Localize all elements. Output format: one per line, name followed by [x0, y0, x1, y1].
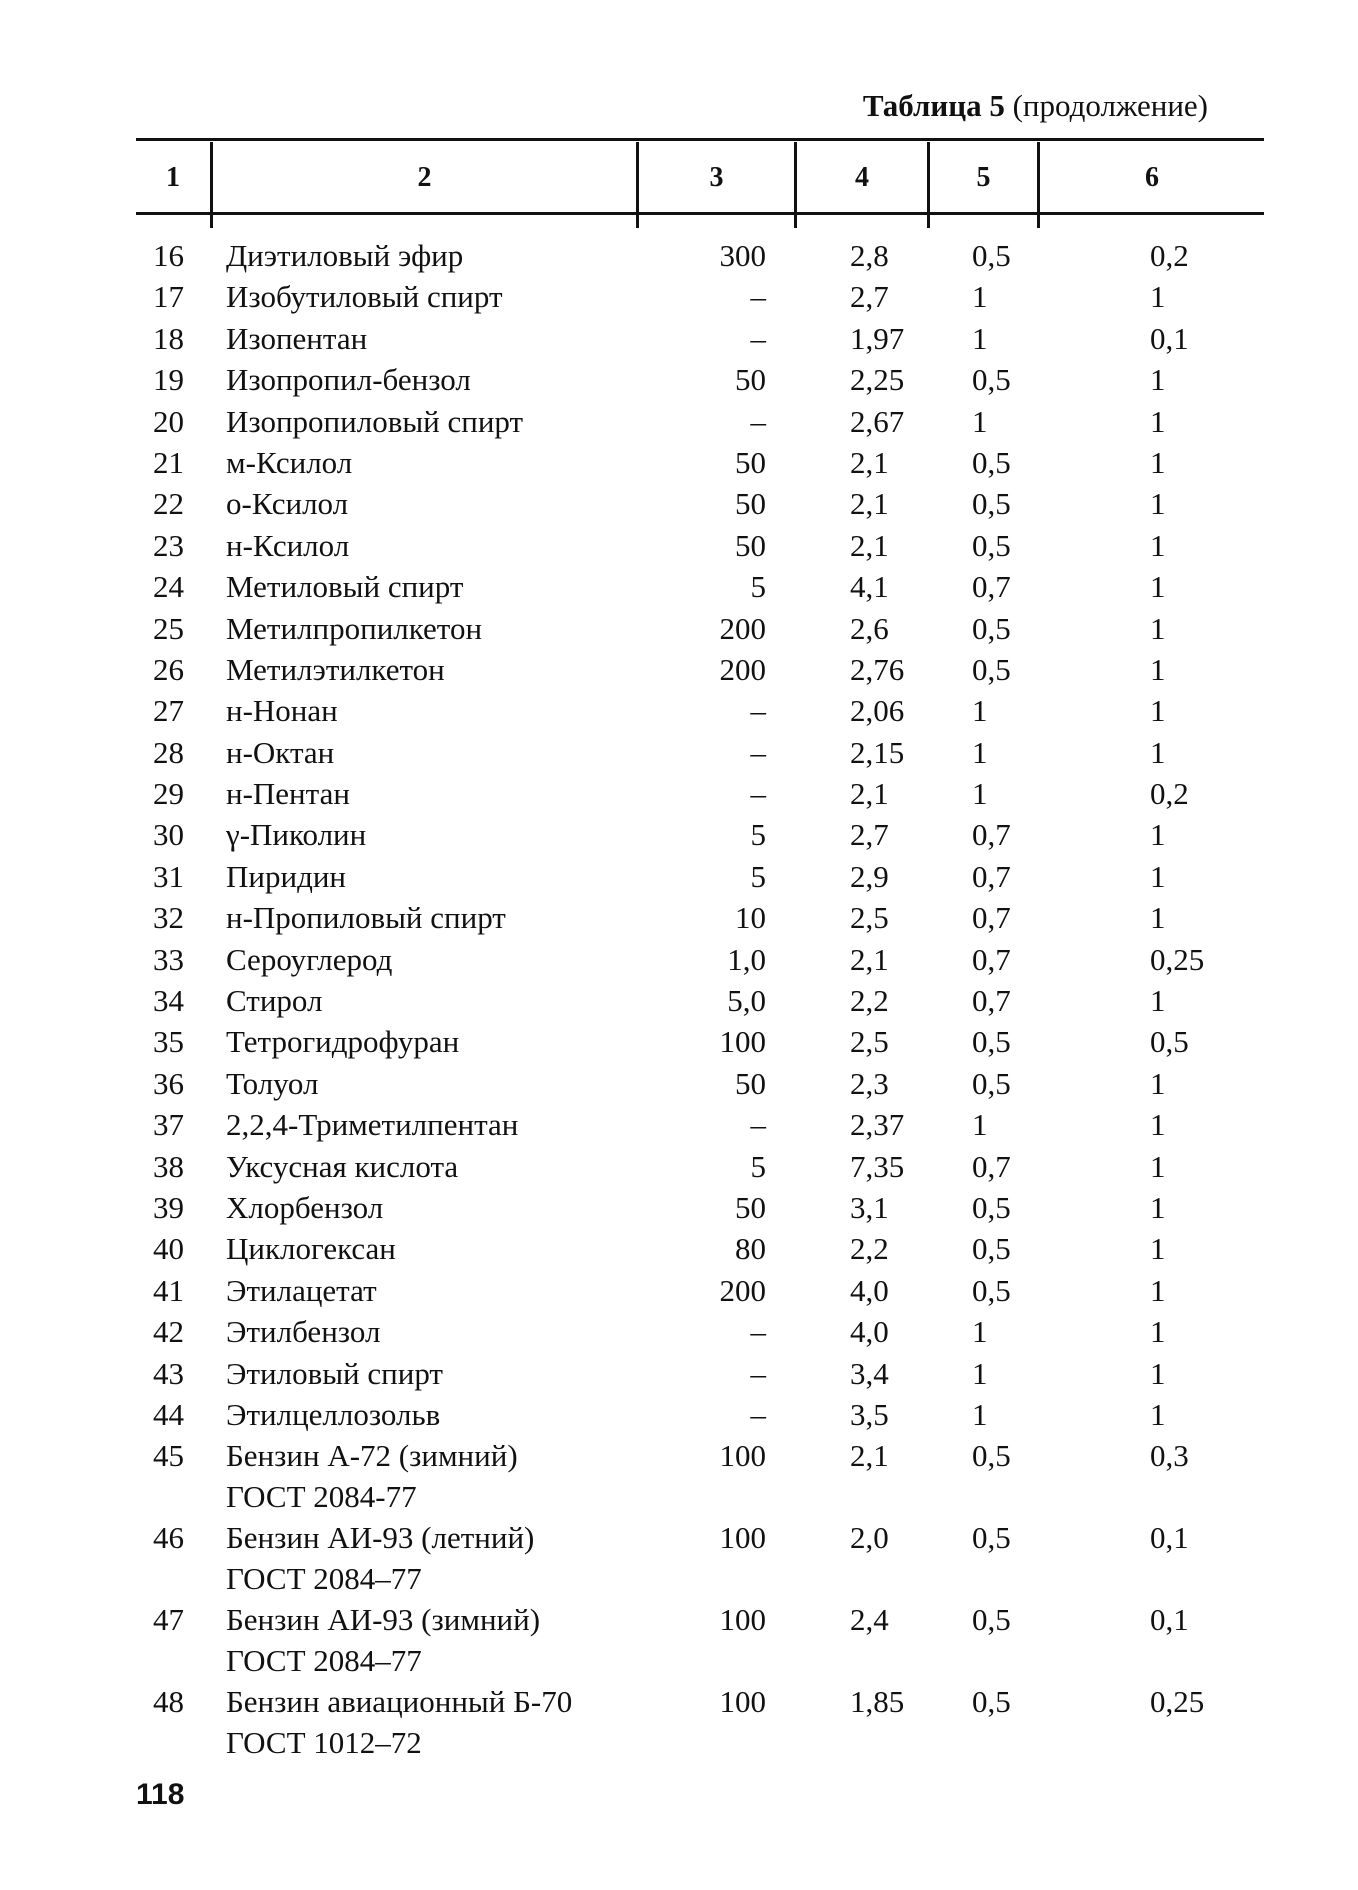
header-bottom-rule [136, 212, 1264, 215]
substance-name: Метилэтилкетон [226, 651, 445, 687]
col-3-value: 100 [719, 1438, 766, 1474]
substance-name: Изопропиловый спирт [226, 403, 524, 439]
table-body [0, 235, 1358, 1763]
substance-name: Метилпропилкетон [226, 610, 483, 646]
substance-name: γ-Пиколин [226, 817, 367, 853]
col-4-value: 2,15 [850, 734, 905, 770]
col-6-value: 1 [1150, 444, 1166, 480]
col-5-value: 0,7 [972, 817, 1011, 853]
row-number: 16 [153, 238, 184, 273]
substance-name: Этиловый спирт [226, 1355, 443, 1391]
col-5-value: 1 [972, 693, 988, 729]
table-row [0, 1228, 1358, 1269]
substance-name: Этилацетат [226, 1272, 377, 1308]
row-number: 39 [153, 1189, 184, 1225]
substance-name: Изопропил-бензол [226, 362, 471, 398]
row-number: 38 [153, 1148, 184, 1184]
col-6-value: 1 [1150, 569, 1166, 605]
col-3-value: – [750, 279, 766, 315]
col-6-value: 1 [1150, 693, 1166, 729]
col-3-value: 5,0 [727, 983, 766, 1019]
table-row [0, 235, 1358, 276]
substance-name: Диэтиловый эфир [226, 238, 464, 273]
substance-name: о-Ксилол [226, 486, 349, 522]
col-6-value: 0,1 [1150, 320, 1189, 356]
col-3-value: 50 [735, 1189, 766, 1225]
col-3-value: 10 [735, 900, 766, 936]
col-5-value: 1 [972, 320, 988, 356]
col-6-value: 1 [1150, 858, 1166, 894]
col-6-value: 0,3 [1150, 1438, 1189, 1474]
col-6-value: 1 [1150, 900, 1166, 936]
substance-name: Бензин А-72 (зимний) ГОСТ 2084-77 [226, 1438, 518, 1515]
col-5-value: 0,7 [972, 900, 1011, 936]
substance-name: Бензин АИ-93 (зимний) ГОСТ 2084–77 [226, 1602, 541, 1679]
col-6-value: 0,25 [1150, 941, 1205, 977]
caption-suffix: (продолжение) [1012, 88, 1208, 123]
row-number: 45 [153, 1438, 184, 1474]
col-6-value: 1 [1150, 817, 1166, 853]
col-3-value: – [750, 1355, 766, 1391]
col-3-value: – [750, 693, 766, 729]
col-5-value: 0,5 [972, 1272, 1011, 1308]
col-6-value: 1 [1150, 1355, 1166, 1391]
col-6-value: 1 [1150, 403, 1166, 439]
col-5-value: 0,5 [972, 1520, 1011, 1556]
row-number: 48 [153, 1684, 184, 1720]
col-4-value: 2,1 [850, 444, 889, 480]
col-4-value: 2,2 [850, 983, 889, 1019]
table-row [0, 276, 1358, 317]
header-col-1: 1 [166, 162, 180, 193]
table-row [0, 1681, 1358, 1763]
col-6-value: 1 [1150, 610, 1166, 646]
substance-name: н-Октан [226, 734, 335, 770]
substance-name: Пиридин [226, 858, 347, 894]
row-number: 44 [153, 1396, 184, 1432]
row-number: 18 [153, 320, 184, 356]
col-5-value: 0,5 [972, 1024, 1011, 1060]
col-4-value: 3,5 [850, 1396, 889, 1432]
table-row [0, 1353, 1358, 1394]
col-4-value: 2,25 [850, 362, 905, 398]
col-6-value: 1 [1150, 279, 1166, 315]
table-row [0, 1146, 1358, 1187]
col-6-value: 1 [1150, 1314, 1166, 1350]
col-6-value: 1 [1150, 527, 1166, 563]
col-4-value: 4,0 [850, 1272, 889, 1308]
header-col-3: 3 [709, 162, 724, 193]
table-row [0, 1435, 1358, 1517]
substance-name: н-Нонан [226, 693, 338, 729]
col-4-value: 2,37 [850, 1107, 905, 1143]
col-3-value: – [750, 734, 766, 770]
substance-name: Этилцеллозольв [226, 1396, 441, 1432]
col-6-value: 1 [1150, 1231, 1166, 1267]
col-6-value: 0,5 [1150, 1024, 1189, 1060]
table-row [0, 318, 1358, 359]
col-6-value: 1 [1150, 1148, 1166, 1184]
col-3-value: 50 [735, 444, 766, 480]
substance-name: Тетрогидрофуран [226, 1024, 460, 1060]
table-caption [863, 88, 1208, 124]
substance-name: Бензин АИ-93 (летний) ГОСТ 2084–77 [226, 1520, 535, 1597]
row-number: 23 [153, 527, 184, 563]
col-3-value: 100 [719, 1520, 766, 1556]
table-row [0, 1599, 1358, 1681]
col-3-value: 50 [735, 486, 766, 522]
table-row [0, 1063, 1358, 1104]
col-5-value: 1 [972, 1107, 988, 1143]
row-number: 37 [153, 1107, 184, 1143]
col-4-value: 4,0 [850, 1314, 889, 1350]
col-3-value: 5 [750, 1148, 766, 1184]
table-row [0, 359, 1358, 400]
header-col-4: 4 [855, 162, 869, 193]
row-number: 42 [153, 1314, 184, 1350]
table-row [0, 1517, 1358, 1599]
col-3-value: 5 [750, 858, 766, 894]
header-col-5: 5 [976, 162, 991, 193]
col-4-value: 2,1 [850, 776, 889, 812]
substance-name: Метиловый спирт [226, 569, 464, 605]
col-5-value: 0,7 [972, 569, 1011, 605]
col-4-value: 2,1 [850, 486, 889, 522]
col-4-value: 2,06 [850, 693, 905, 729]
table-row [0, 1311, 1358, 1352]
col-5-value: 0,5 [972, 444, 1011, 480]
col-5-value: 0,7 [972, 941, 1011, 977]
table-row [0, 649, 1358, 690]
row-number: 41 [153, 1272, 184, 1308]
substance-name: н-Ксилол [226, 527, 350, 563]
row-number: 34 [153, 983, 184, 1019]
row-number: 28 [153, 734, 184, 770]
col-4-value: 2,67 [850, 403, 905, 439]
col-3-value: – [750, 776, 766, 812]
table-row [0, 566, 1358, 607]
col-6-value: 1 [1150, 1189, 1166, 1225]
row-number: 31 [153, 858, 184, 894]
col-5-value: 1 [972, 776, 988, 812]
col-3-value: 300 [719, 238, 766, 273]
substance-name: Стирол [226, 983, 323, 1019]
col-3-value: – [750, 1396, 766, 1432]
col-5-value: 1 [972, 279, 988, 315]
col-5-value: 0,5 [972, 1065, 1011, 1101]
col-5-value: 0,5 [972, 1231, 1011, 1267]
table-row [0, 1187, 1358, 1228]
col-6-value: 0,1 [1150, 1520, 1189, 1556]
row-number: 32 [153, 900, 184, 936]
row-number: 29 [153, 776, 184, 812]
col-5-value: 0,5 [972, 486, 1011, 522]
row-number: 25 [153, 610, 184, 646]
row-number: 30 [153, 817, 184, 853]
substance-name: Сероуглерод [226, 941, 393, 977]
col-5-value: 0,5 [972, 1189, 1011, 1225]
col-3-value: – [750, 320, 766, 356]
table-row [0, 1021, 1358, 1062]
col-6-value: 1 [1150, 983, 1166, 1019]
table-row [0, 608, 1358, 649]
col-4-value: 2,8 [850, 238, 889, 273]
col-3-value: – [750, 1107, 766, 1143]
table-row [0, 1104, 1358, 1145]
row-number: 40 [153, 1231, 184, 1267]
col-4-value: 2,1 [850, 941, 889, 977]
col-3-value: 100 [719, 1602, 766, 1638]
col-5-value: 1 [972, 1396, 988, 1432]
row-number: 17 [153, 279, 184, 315]
col-6-value: 0,25 [1150, 1684, 1205, 1720]
row-number: 43 [153, 1355, 184, 1391]
substance-name: Циклогексан [226, 1231, 396, 1267]
row-number: 35 [153, 1024, 184, 1060]
col-5-value: 0,5 [972, 1438, 1011, 1474]
col-3-value: – [750, 403, 766, 439]
substance-name: Изопентан [226, 320, 368, 356]
col-6-value: 1 [1150, 486, 1166, 522]
col-6-value: 0,1 [1150, 1602, 1189, 1638]
col-3-value: 200 [719, 1272, 766, 1308]
col-3-value: 5 [750, 817, 766, 853]
col-5-value: 0,5 [972, 610, 1011, 646]
col-3-value: 50 [735, 1065, 766, 1101]
table-header [136, 138, 1264, 215]
col-5-value: 1 [972, 734, 988, 770]
row-number: 20 [153, 403, 184, 439]
col-5-value: 0,5 [972, 238, 1011, 273]
table-row [0, 856, 1358, 897]
col-5-value: 0,5 [972, 1602, 1011, 1638]
header-col-6: 6 [1145, 162, 1159, 193]
col-4-value: 2,0 [850, 1520, 889, 1556]
col-4-value: 2,4 [850, 1602, 889, 1638]
col-6-value: 1 [1150, 1272, 1166, 1308]
substance-name: Толуол [226, 1065, 319, 1101]
col-4-value: 2,3 [850, 1065, 889, 1101]
row-number: 46 [153, 1520, 184, 1556]
table-row [0, 732, 1358, 773]
col-5-value: 0,5 [972, 1684, 1011, 1720]
table-row [0, 442, 1358, 483]
substance-name: Уксусная кислота [226, 1148, 459, 1184]
col-4-value: 3,4 [850, 1355, 889, 1391]
substance-name: Изобутиловый спирт [226, 279, 503, 315]
col-4-value: 1,85 [850, 1684, 905, 1720]
row-number: 22 [153, 486, 184, 522]
col-6-value: 1 [1150, 362, 1166, 398]
col-5-value: 0,7 [972, 1148, 1011, 1184]
header-top-rule [136, 138, 1264, 141]
page-number: 118 [136, 1778, 185, 1811]
table-row [0, 814, 1358, 855]
col-6-value: 1 [1150, 1107, 1166, 1143]
table-row [0, 897, 1358, 938]
row-number: 21 [153, 444, 184, 480]
col-3-value: 1,0 [727, 941, 766, 977]
col-4-value: 2,9 [850, 858, 889, 894]
col-6-value: 1 [1150, 651, 1166, 687]
col-6-value: 0,2 [1150, 776, 1189, 812]
col-4-value: 2,6 [850, 610, 889, 646]
col-6-value: 1 [1150, 1065, 1166, 1101]
col-4-value: 2,2 [850, 1231, 889, 1267]
col-4-value: 2,5 [850, 900, 889, 936]
row-number: 27 [153, 693, 184, 729]
substance-name: Хлорбензол [226, 1189, 384, 1225]
table-row [0, 1394, 1358, 1435]
col-5-value: 1 [972, 1355, 988, 1391]
row-number: 19 [153, 362, 184, 398]
col-4-value: 7,35 [850, 1148, 905, 1184]
col-6-value: 1 [1150, 734, 1166, 770]
substance-name: Этилбензол [226, 1314, 381, 1350]
col-5-value: 1 [972, 1314, 988, 1350]
col-5-value: 0,5 [972, 651, 1011, 687]
substance-name: 2,2,4-Триметилпентан [226, 1107, 519, 1143]
col-5-value: 1 [972, 403, 988, 439]
col-4-value: 2,5 [850, 1024, 889, 1060]
col-3-value: 50 [735, 527, 766, 563]
col-5-value: 0,5 [972, 527, 1011, 563]
table-row [0, 690, 1358, 731]
col-6-value: 0,2 [1150, 238, 1189, 273]
substance-name: Бензин авиационный Б-70 ГОСТ 1012–72 [226, 1684, 573, 1761]
col-4-value: 3,1 [850, 1189, 889, 1225]
col-5-value: 0,7 [972, 858, 1011, 894]
col-3-value: 5 [750, 569, 766, 605]
table-row [0, 525, 1358, 566]
substance-name: н-Пропиловый спирт [226, 900, 506, 936]
col-3-value: 200 [719, 610, 766, 646]
table-row [0, 483, 1358, 524]
table-row [0, 939, 1358, 980]
row-number: 36 [153, 1065, 184, 1101]
substance-name: н-Пентан [226, 776, 350, 812]
table-row [0, 401, 1358, 442]
row-number: 33 [153, 941, 184, 977]
col-4-value: 2,76 [850, 651, 905, 687]
col-3-value: – [750, 1314, 766, 1350]
col-5-value: 0,7 [972, 983, 1011, 1019]
caption-label: Таблица 5 [862, 88, 1005, 123]
row-number: 26 [153, 651, 184, 687]
col-3-value: 200 [719, 651, 766, 687]
col-4-value: 2,7 [850, 279, 889, 315]
col-5-value: 0,5 [972, 362, 1011, 398]
col-3-value: 80 [735, 1231, 766, 1267]
row-number: 47 [153, 1602, 184, 1638]
header-col-2: 2 [417, 162, 432, 193]
col-4-value: 2,7 [850, 817, 889, 853]
col-3-value: 50 [735, 362, 766, 398]
table-row [0, 1270, 1358, 1311]
col-4-value: 2,1 [850, 527, 889, 563]
substance-name: м-Ксилол [226, 444, 353, 480]
col-3-value: 100 [719, 1024, 766, 1060]
row-number: 24 [153, 569, 184, 605]
col-4-value: 1,97 [850, 320, 905, 356]
col-6-value: 1 [1150, 1396, 1166, 1432]
table-row [0, 773, 1358, 814]
table-row [0, 980, 1358, 1021]
col-4-value: 4,1 [850, 569, 889, 605]
col-3-value: 100 [719, 1684, 766, 1720]
col-4-value: 2,1 [850, 1438, 889, 1474]
